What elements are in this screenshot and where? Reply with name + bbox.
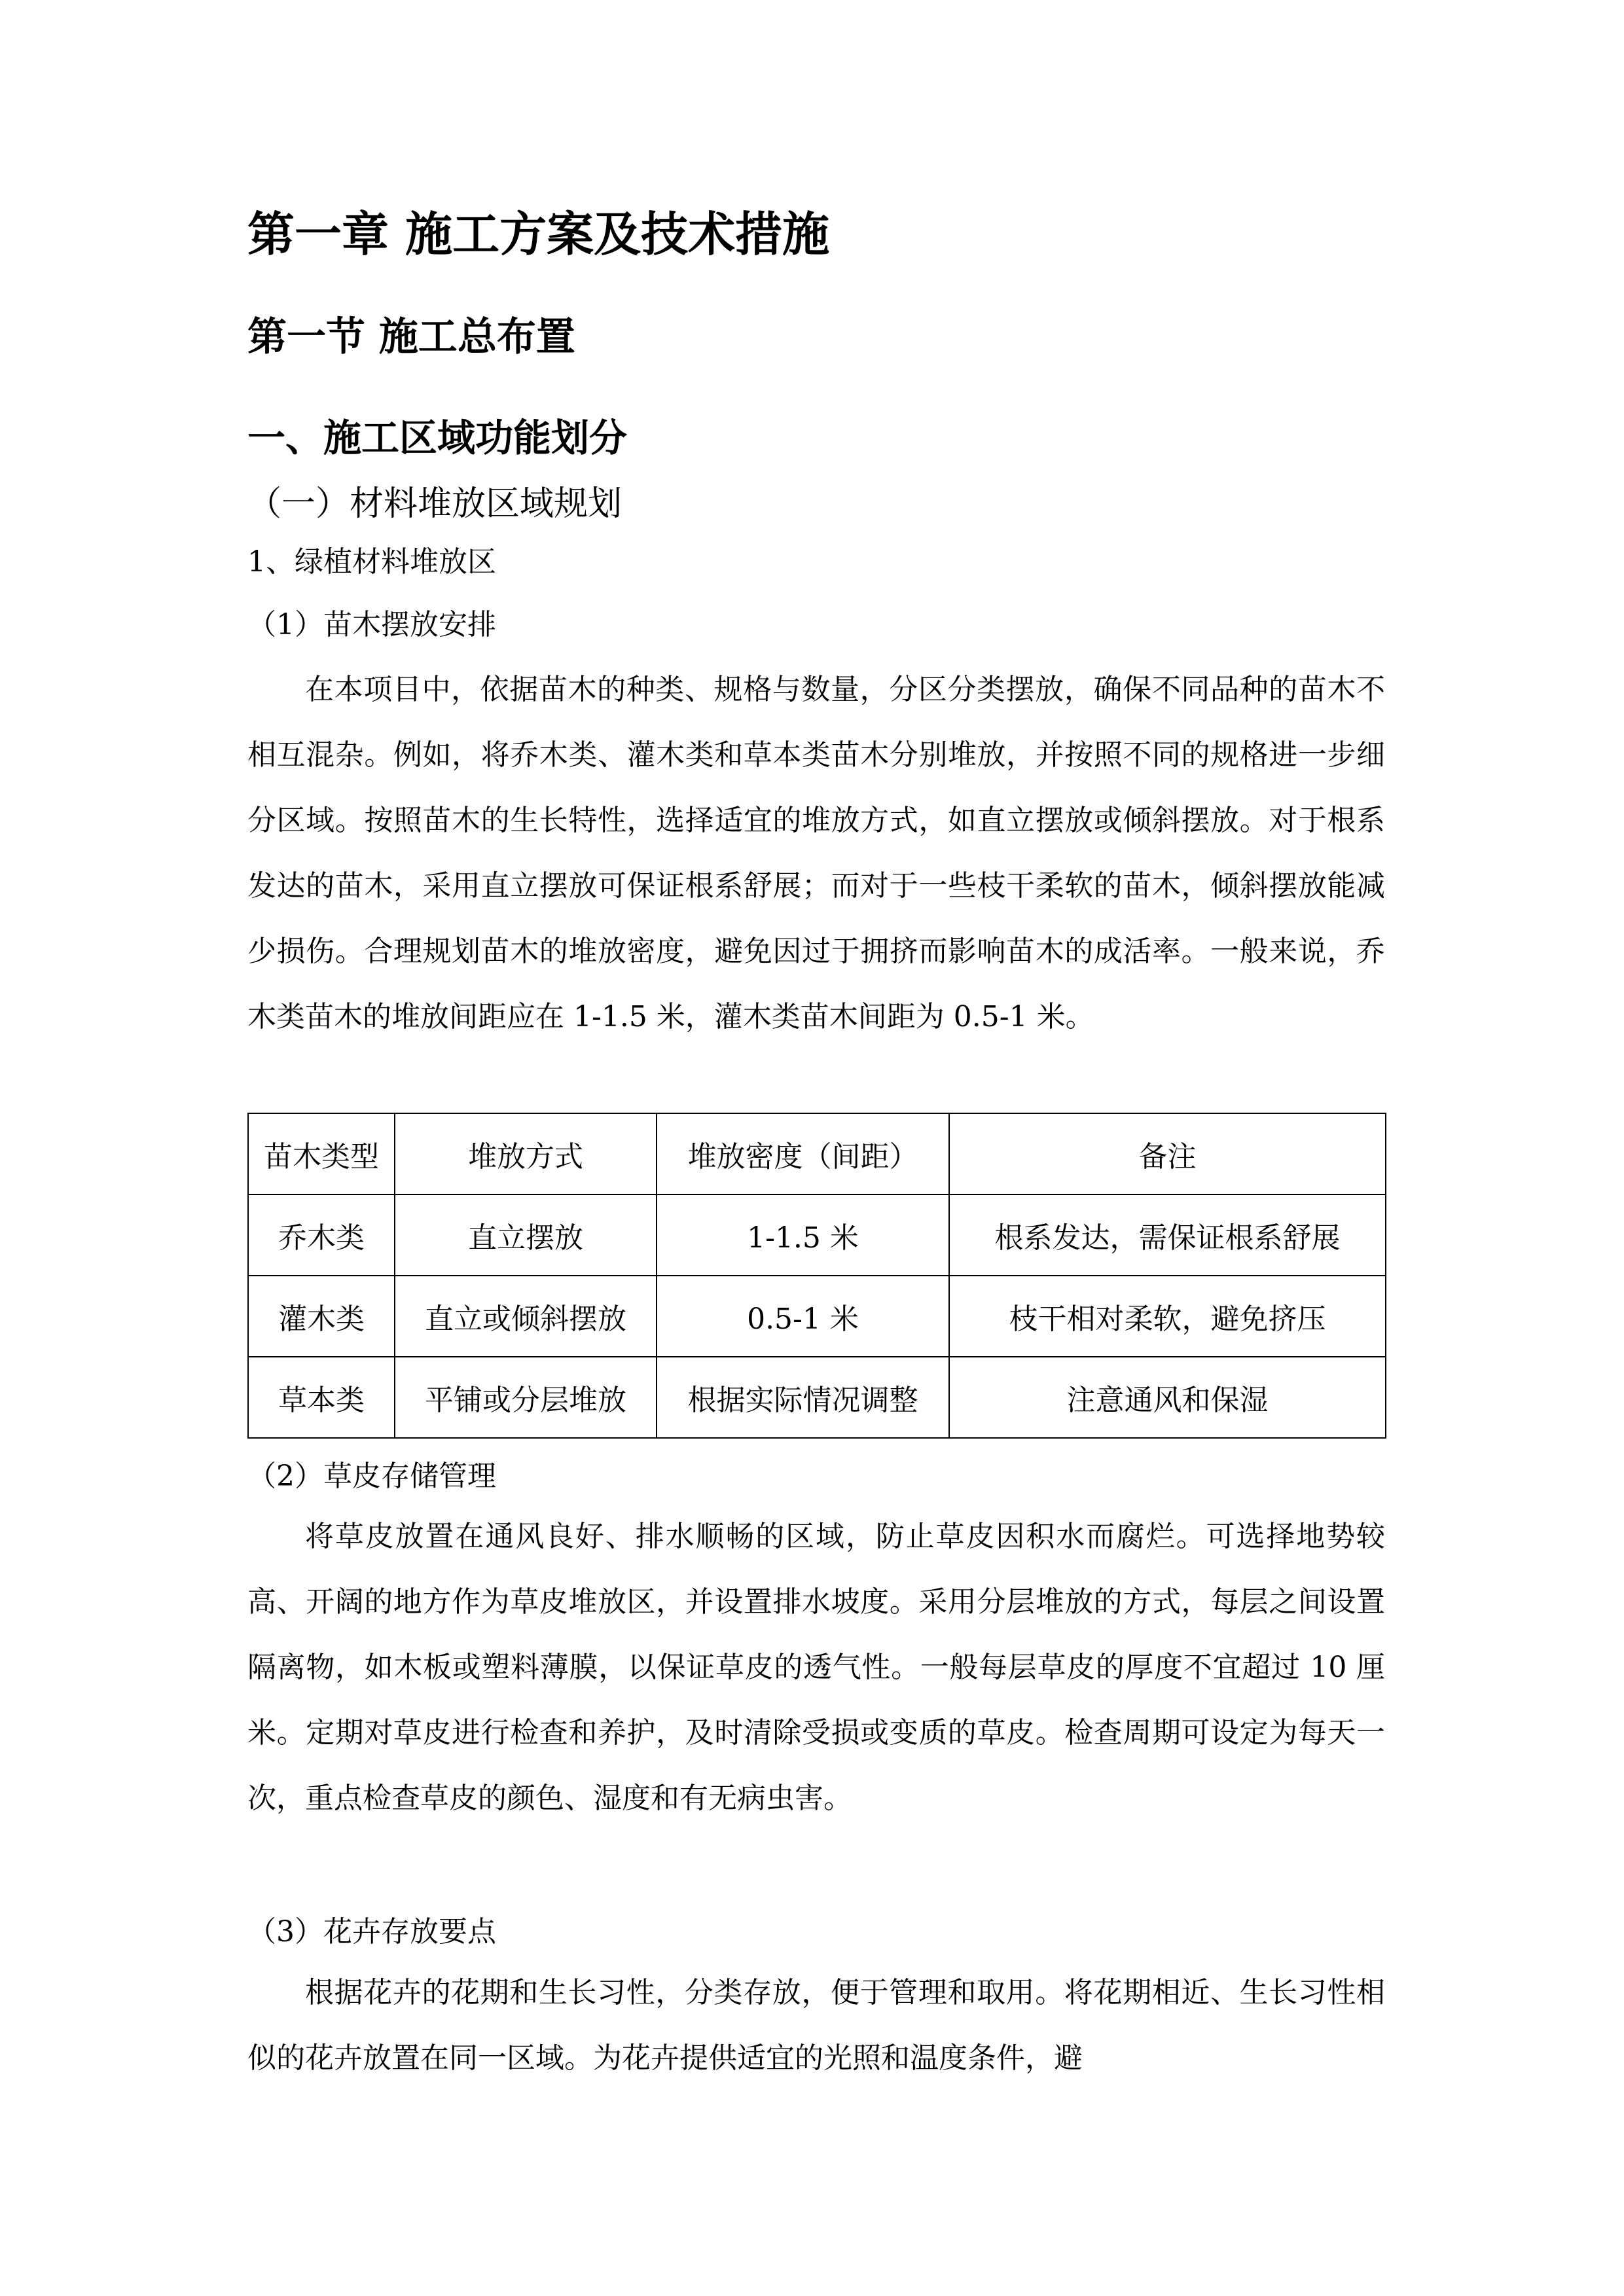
table-header-cell: 堆放密度（间距）	[657, 1113, 949, 1194]
chapter-title: 第一章 施工方案及技术措施	[247, 207, 830, 262]
table-header-cell: 苗木类型	[248, 1113, 395, 1194]
table-header-cell: 备注	[949, 1113, 1386, 1194]
table-cell: 枝干相对柔软，避免挤压	[949, 1276, 1386, 1357]
table-cell: 草本类	[248, 1357, 395, 1438]
table-cell: 1-1.5 米	[657, 1194, 949, 1276]
paragraph-flower-storage: 根据花卉的花期和生长习性，分类存放，便于管理和取用。将花期相近、生长习性相似的花卉放置在同一区域。为花卉提供适宜的光照和温度条件，避	[247, 1976, 1385, 2075]
table-cell: 根据实际情况调整	[657, 1357, 949, 1438]
paragraph-seedling-arrangement: 在本项目中，依据苗木的种类、规格与数量，分区分类摆放，确保不同品种的苗木不相互混杂。例如，将乔木类、灌木类和草本类苗木分别堆放，并按照不同的规格进一步细分区域。按照苗木的生长特性，选择适宜的堆放方式，如直立摆放或倾斜摆放。对于根系发达的苗木，采用直立摆放可保证根系舒展；而对于一些枝干柔软的苗木，倾斜摆放能减少损伤。合理规划苗木的堆放密度，避免因过于拥挤而影响苗木的成活率。一般来说，乔木类苗木的堆放间距应在 1-1.5 米，灌木类苗木间距为 0.5-1 米。	[247, 673, 1385, 1033]
table-header-cell: 堆放方式	[395, 1113, 657, 1194]
table-cell: 直立或倾斜摆放	[395, 1276, 657, 1357]
item-1-title: 1、绿植材料堆放区	[247, 545, 496, 579]
table-cell: 0.5-1 米	[657, 1276, 949, 1357]
table-cell: 灌木类	[248, 1276, 395, 1357]
table-cell: 根系发达，需保证根系舒展	[949, 1194, 1386, 1276]
section-title: 第一节 施工总布置	[247, 314, 575, 360]
seedling-table	[247, 1113, 1386, 1439]
item-1-3-title: （3）花卉存放要点	[247, 1915, 496, 1948]
table-cell: 乔木类	[248, 1194, 395, 1276]
table-cell: 直立摆放	[395, 1194, 657, 1276]
table-row	[248, 1194, 1386, 1276]
table-row	[248, 1357, 1386, 1438]
item-1-1-title: （1）苗木摆放安排	[247, 608, 496, 641]
table-cell: 注意通风和保湿	[949, 1357, 1386, 1438]
sub-subsection-title: （一）材料堆放区域规划	[247, 484, 623, 524]
table-header-row	[248, 1113, 1386, 1194]
table-row	[248, 1276, 1386, 1357]
subsection-title: 一、施工区域功能划分	[247, 416, 628, 460]
paragraph-turf-storage: 将草皮放置在通风良好、排水顺畅的区域，防止草皮因积水而腐烂。可选择地势较高、开阔的地方作为草皮堆放区，并设置排水坡度。采用分层堆放的方式，每层之间设置隔离物，如木板或塑料薄膜，以保证草皮的透气性。一般每层草皮的厚度不宜超过 10 厘米。定期对草皮进行检查和养护，及时清除受损或变质的草皮。检查周期可设定为每天一次，重点检查草皮的颜色、湿度和有无病虫害。	[247, 1520, 1385, 1815]
table-cell: 平铺或分层堆放	[395, 1357, 657, 1438]
item-1-2-title: （2）草皮存储管理	[247, 1460, 496, 1493]
